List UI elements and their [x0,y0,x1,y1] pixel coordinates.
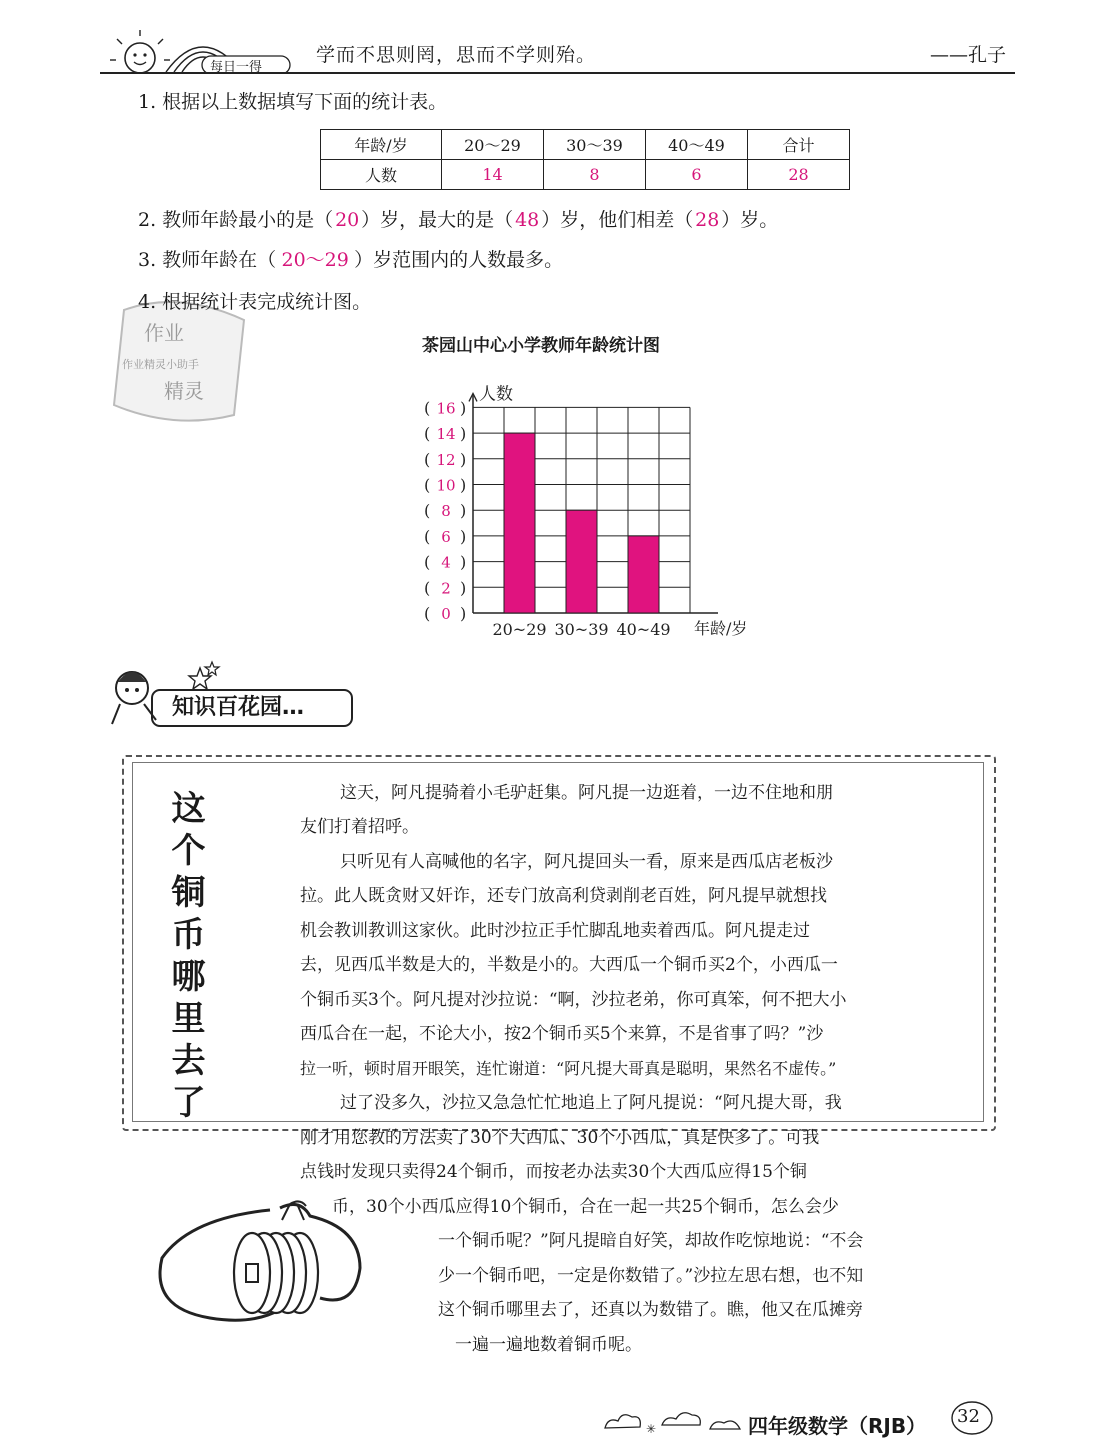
chart-y-tick-paren: ) [460,449,467,469]
table-header-cell: 合计 [748,130,850,160]
header-divider [100,72,1015,74]
story-line: 一个铜币呢？”阿凡提暗自好笑，却故作吃惊地说：“不会 [438,1231,864,1251]
header-author: ——孔子 [930,44,1007,66]
chart-y-tick-paren: ) [460,578,467,598]
chart-y-tick-label: 12 [436,450,456,469]
chart-y-tick-paren: ( [424,501,431,521]
chart-y-tick-label: 16 [436,399,456,418]
chart-bar [566,510,597,613]
chart-y-label: 人数 [479,384,513,405]
table-header-row [321,130,850,160]
chart-y-tick-label: 10 [436,476,456,495]
chart-x-label: 年龄/岁 [694,619,748,638]
chart-y-tick-paren: ( [424,449,431,469]
stamp-text: 作业精灵小助手 [122,358,199,371]
page-number: 32 [957,1406,980,1427]
story-line: 友们打着招呼。 [300,817,419,837]
table-cell-answer: 8 [544,160,646,190]
chart-y-tick-paren: ) [460,604,467,623]
chart-y-tick-label: 6 [441,527,451,546]
story-line: 拉。此人既贪财又奸诈，还专门放高利贷剥削老百姓，阿凡提早就想找 [300,886,827,906]
stamp-text: 作业 [144,321,184,345]
story-line: 这天，阿凡提骑着小毛驴赶集。阿凡提一边逛着，一边不住地和朋 [340,783,833,803]
answer-blank: 48 [515,209,540,231]
chart-y-tick-paren: ( [424,424,431,444]
story-title: 这个铜币哪里去了 [165,790,205,1126]
table-cell-answer: 6 [646,160,748,190]
chart-y-tick-label: 14 [436,425,456,444]
answer-blank: 20～29 [281,249,349,271]
table-header-cell: 30～39 [544,130,646,160]
chart-y-tick-label: 0 [441,605,451,623]
story-line: 刚才用您教的方法卖了30个大西瓜、30个小西瓜，真是快多了。可我 [300,1128,820,1148]
story-line: 过了没多久，沙拉又急急忙忙地追上了阿凡提说：“阿凡提大哥，我 [340,1093,842,1113]
table-cell-answer: 28 [748,160,850,190]
question-3 [138,246,563,274]
story-line: 个铜币买3个。阿凡提对沙拉说：“啊，沙拉老弟，你可真笨，何不把大小 [300,990,847,1010]
answer-blank: 20 [335,209,360,231]
chart-y-tick-paren: ( [424,578,431,598]
q3-prefix: 3. 教师年龄在（ [138,249,277,271]
answer-blank: 28 [695,209,720,231]
table-header-cell: 40～49 [646,130,748,160]
question-4: 4. 根据统计表完成统计图。 [138,291,372,313]
chart-x-tick-label: 30~39 [554,620,609,639]
coin-string-icon [150,1198,375,1343]
chart-bar [628,536,659,613]
header-deco-label: 每日一得 [210,60,263,75]
chart-y-tick-paren: ) [460,424,467,444]
section-title: 知识百花园… [172,695,305,720]
story-line: 西瓜合在一起，不论大小，按2个铜币买5个来算，不是省事了吗？”沙 [300,1024,824,1044]
story-line: 只听见有人高喊他的名字，阿凡提回头一看，原来是西瓜店老板沙 [340,852,833,872]
table-header-cell: 年龄/岁 [321,130,442,160]
story-line: 拉一听，顿时眉开眼笑，连忙谢道：“阿凡提大哥真是聪明，果然名不虚传。” [300,1059,837,1078]
chart-y-tick-label: 4 [441,553,451,572]
story-line: 这个铜币哪里去了，还真以为数错了。瞧，他又在瓜摊旁 [438,1300,863,1320]
chart-x-tick-label: 40~49 [616,620,671,639]
header-motto: 学而不思则罔，思而不学则殆。 [316,44,597,66]
stat-table [320,129,850,190]
q2-mid1: ）岁，最大的是（ [361,209,514,231]
story-line: 去，见西瓜半数是大的，半数是小的。大西瓜一个铜币买2个，小西瓜一 [300,955,838,975]
chart-y-tick-paren: ( [424,526,431,546]
chart-y-tick-paren: ) [460,552,467,572]
stamp-text: 精灵 [164,379,204,403]
story-line: 机会教训教训这家伙。此时沙拉正手忙脚乱地卖着西瓜。阿凡提走过 [300,921,810,941]
header-sun-rainbow-icon [102,22,312,74]
chart-y-tick-label: 2 [441,579,451,598]
chart-title: 茶园山中心小学教师年龄统计图 [422,336,660,356]
chart-y-tick-paren: ( [424,552,431,572]
story-line: 币，30个小西瓜应得10个铜币，合在一起一共25个铜币，怎么会少 [332,1197,839,1217]
chart-bar [504,433,535,613]
table-row-label: 人数 [321,160,442,190]
q2-mid2: ）岁，他们相差（ [541,209,694,231]
chart-y-tick-paren: ) [460,398,467,418]
chart-y-tick-paren: ) [460,501,467,521]
table-cell-answer: 14 [442,160,544,190]
story-line: 少一个铜币吧，一定是你数错了。”沙拉左思右想，也不知 [438,1266,864,1286]
q2-prefix: 2. 教师年龄最小的是（ [138,209,334,231]
footer-cloud-icon [600,1403,748,1438]
chart-y-tick-paren: ) [460,475,467,495]
chart-y-tick-paren: ( [424,398,431,418]
story-line: 一遍一遍地数着铜币呢。 [455,1335,642,1355]
footer-star-icon: ✳ [646,1422,657,1436]
chart-x-tick-label: 20~29 [492,620,547,639]
q3-suffix: ）岁范围内的人数最多。 [354,249,564,271]
table-row [321,160,850,190]
chart-y-tick-label: 8 [441,502,451,521]
story-line: 点钱时发现只卖得24个铜币，而按老办法卖30个大西瓜应得15个铜 [300,1162,807,1182]
footer-subject: 四年级数学（RJB） [748,1414,927,1438]
table-header-cell: 20～29 [442,130,544,160]
q2-suffix: ）岁。 [721,209,779,231]
bar-chart [410,375,770,650]
chart-y-tick-paren: ) [460,526,467,546]
chart-y-tick-paren: ( [424,604,431,623]
question-1: 1. 根据以上数据填写下面的统计表。 [138,91,448,113]
question-2 [138,206,778,234]
chart-y-tick-paren: ( [424,475,431,495]
